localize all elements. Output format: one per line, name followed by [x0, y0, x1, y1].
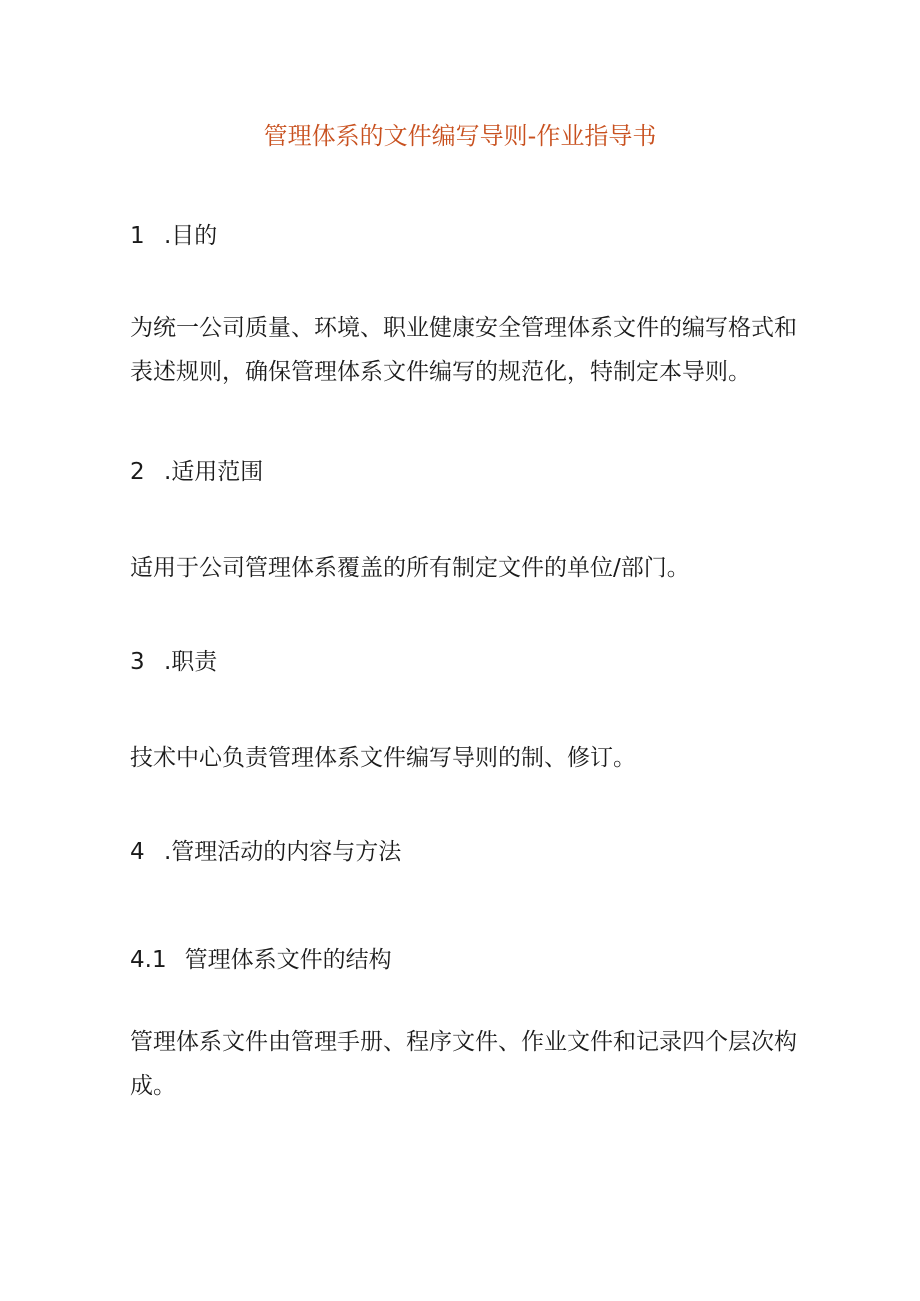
section-heading-purpose: [130, 214, 810, 258]
paragraph-scope: [130, 546, 810, 590]
section-number: 2: [130, 459, 145, 485]
section-number: 3: [130, 649, 145, 675]
section-title: .职责: [164, 649, 218, 675]
section-number: 1: [130, 223, 145, 249]
paragraph-line: 为统一公司质量、环境、职业健康安全管理体系文件的编写格式和: [130, 315, 797, 341]
paragraph-line: 表述规则，确保管理体系文件编写的规范化，特制定本导则。: [130, 359, 751, 385]
section-heading-duty: [130, 640, 810, 684]
paragraph-structure: [130, 1020, 810, 1108]
section-title: .目的: [164, 223, 218, 249]
paragraph-line: 管理体系文件由管理手册、程序文件、作业文件和记录四个层次构: [130, 1029, 797, 1055]
section-number: 4.1: [130, 947, 167, 973]
section-heading-methods: [130, 830, 810, 874]
document-title: 管理体系的文件编写导则-作业指导书: [263, 122, 657, 150]
paragraph-duty: [130, 736, 810, 780]
paragraph-line: 适用于公司管理体系覆盖的所有制定文件的单位/部门。: [130, 555, 690, 581]
section-number: 4: [130, 839, 145, 865]
section-title: .适用范围: [164, 459, 264, 485]
section-title: 管理体系文件的结构: [184, 947, 392, 973]
subsection-heading-structure: [130, 938, 810, 982]
section-title: .管理活动的内容与方法: [164, 839, 402, 865]
section-heading-scope: [130, 450, 810, 494]
paragraph-purpose: [130, 306, 810, 394]
paragraph-line: 成。: [130, 1073, 176, 1099]
paragraph-line: 技术中心负责管理体系文件编写导则的制、修订。: [130, 745, 636, 771]
